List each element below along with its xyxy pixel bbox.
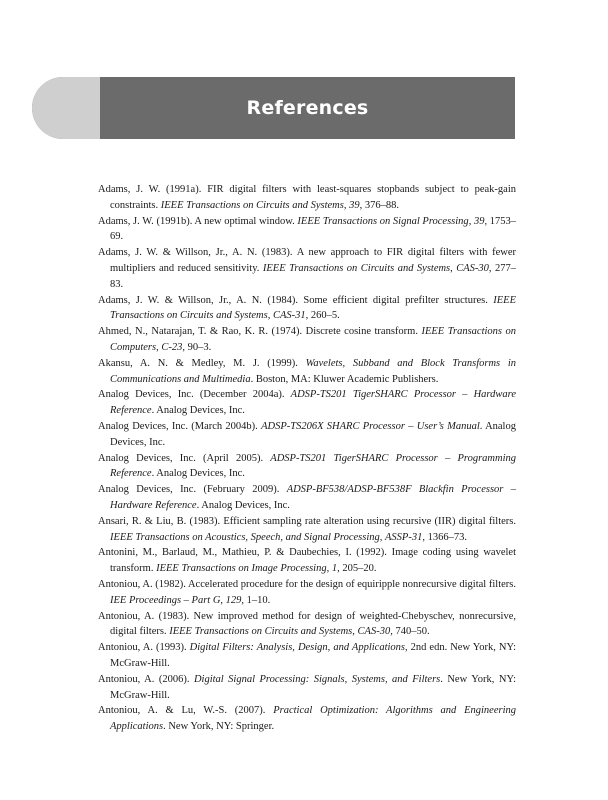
reference-text: Antoniou, A. & Lu, W.-S. (2007). <box>98 705 274 717</box>
reference-separator: , <box>220 594 226 606</box>
reference-entry <box>98 324 516 356</box>
reference-separator: , <box>352 626 358 638</box>
reference-entry <box>98 419 516 451</box>
reference-entry <box>98 640 516 672</box>
reference-venue: ADSP-TS206X SHARC Processor – User’s Manual <box>261 420 480 432</box>
reference-text: Ansari, R. & Liu, B. (1983). Efficient sampling rate alteration using recursive (IIR) digital filters. <box>98 515 516 527</box>
reference-text: Ahmed, N., Natarajan, T. & Rao, K. R. (1974). Discrete cosine transform. <box>98 326 422 338</box>
reference-venue: IEEE Transactions on Acoustics, Speech, and Signal Processing <box>110 531 380 543</box>
reference-volume: 129 <box>225 594 242 606</box>
chapter-banner <box>32 77 515 139</box>
reference-venue: ADSP-TS201 TigerSHARC Processor – Programming Reference <box>110 452 516 480</box>
reference-pages: . Boston, MA: Kluwer Academic Publishers. <box>250 373 439 385</box>
reference-pages: , 205–20. <box>337 563 377 575</box>
reference-entry <box>98 245 516 292</box>
reference-venue: IEEE Transactions on Circuits and Systems <box>110 294 516 322</box>
reference-entry <box>98 182 516 214</box>
reference-text: Analog Devices, Inc. (March 2004b). <box>98 420 262 432</box>
reference-volume: CAS-31 <box>272 310 306 322</box>
reference-entry <box>98 293 516 325</box>
reference-entry <box>98 387 516 419</box>
reference-pages: , 260–5. <box>305 310 340 322</box>
reference-text: Antoniou, A. (2006). <box>98 673 194 685</box>
reference-pages: . New York, NY: Springer. <box>163 721 275 733</box>
reference-text: Antoniou, A. (1993). <box>98 642 190 654</box>
reference-entry <box>98 577 516 609</box>
reference-pages: . Analog Devices, Inc. <box>151 405 245 417</box>
reference-entry <box>98 703 516 735</box>
reference-separator: , <box>379 531 386 543</box>
reference-text: Adams, J. W. & Willson, Jr., A. N. (1983). A new approach to FIR digital filters with fewer multipliers and reduced sensitivity. <box>98 247 516 274</box>
reference-venue: Practical Optimization: Algorithms and Engineering Applications <box>110 705 517 733</box>
reference-text: Adams, J. W. & Willson, Jr., A. N. (1984). Some efficient digital prefilter structures. <box>98 294 494 306</box>
reference-volume: C-23 <box>161 341 183 353</box>
reference-entry <box>98 609 516 641</box>
reference-pages: , 1753–69. <box>110 215 517 243</box>
reference-pages: , 277–83. <box>110 262 517 290</box>
banner-tab <box>32 77 100 139</box>
reference-venue: IEEE Transactions on Circuits and Systems <box>262 262 451 274</box>
reference-volume: ASSP-31 <box>385 531 423 543</box>
reference-separator: , <box>343 199 350 211</box>
reference-pages: , 2nd edn. New York, NY: McGraw-Hill. <box>110 642 516 669</box>
reference-volume: 39 <box>349 199 360 211</box>
reference-pages: . Analog Devices, Inc. <box>151 468 245 480</box>
reference-text: Adams, J. W. (1991a). FIR digital filters with least-squares stopbands subject to peak-gain constraints. <box>98 184 516 211</box>
reference-text: Akansu, A. N. & Medley, M. J. (1999). <box>98 357 306 369</box>
reference-venue: Wavelets, Subband and Block Transforms in Communications and Multimedia <box>110 357 517 385</box>
reference-volume: 1 <box>331 563 338 575</box>
reference-venue: IEEE Transactions on Circuits and Systems <box>160 199 344 211</box>
reference-pages: , 740–50. <box>390 626 430 638</box>
reference-pages: . Analog Devices, Inc. <box>110 420 516 448</box>
reference-entry <box>98 356 516 388</box>
reference-entry <box>98 482 516 514</box>
reference-entry <box>98 545 516 577</box>
reference-separator: , <box>267 310 273 322</box>
reference-entry <box>98 672 516 704</box>
reference-pages: . New York, NY: McGraw-Hill. <box>110 673 516 701</box>
reference-venue: IEEE Transactions on Signal Processing <box>297 215 469 227</box>
reference-entry <box>98 214 516 246</box>
reference-pages: , 1–10. <box>241 594 271 606</box>
reference-text: Antoniou, A. (1983). New improved method for design of weighted-Chebyschev, nonrecursive, digital filters. <box>98 610 516 638</box>
reference-entry <box>98 451 516 483</box>
reference-separator: , <box>326 563 332 575</box>
reference-separator: , <box>156 341 162 353</box>
reference-text: Antoniou, A. (1982). Accelerated procedure for the design of equiripple nonrecursive digital filters. <box>98 578 516 590</box>
reference-venue: IEEE Transactions on Image Processing <box>156 563 327 575</box>
reference-text: Antonini, M., Barlaud, M., Mathieu, P. & Daubechies, I. (1992). Image coding using wavelet transform. <box>98 547 516 575</box>
reference-text: Adams, J. W. (1991b). A new optimal window. <box>98 215 298 227</box>
reference-separator: , <box>450 262 457 274</box>
reference-pages: , 376–88. <box>359 199 399 211</box>
reference-list <box>98 182 516 735</box>
reference-venue: Digital Signal Processing: Signals, Systems, and Filters <box>193 673 441 685</box>
reference-volume: 39 <box>473 215 485 227</box>
reference-separator: , <box>468 215 474 227</box>
reference-text: Analog Devices, Inc. (April 2005). <box>98 452 271 464</box>
reference-volume: CAS-30 <box>456 262 489 274</box>
reference-text: Analog Devices, Inc. (December 2004a). <box>98 389 291 401</box>
reference-venue: ADSP-TS201 TigerSHARC Processor – Hardware Reference <box>110 389 516 417</box>
reference-venue: Digital Filters: Analysis, Design, and Applications <box>189 642 405 654</box>
reference-pages: . Analog Devices, Inc. <box>196 499 290 511</box>
reference-venue: IEE Proceedings – Part G <box>110 594 221 606</box>
page-title: References <box>246 97 369 119</box>
reference-pages: , 90–3. <box>182 341 212 353</box>
reference-venue: IEEE Transactions on Circuits and Systems <box>169 626 353 638</box>
reference-text: Analog Devices, Inc. (February 2009). <box>98 484 287 496</box>
reference-pages: , 1366–73. <box>422 531 467 543</box>
reference-entry <box>98 514 516 546</box>
reference-volume: CAS-30 <box>357 626 391 638</box>
reference-venue: IEEE Transactions on Computers <box>110 326 516 353</box>
reference-venue: ADSP-BF538/ADSP-BF538F Blackfin Processor – Hardware Reference <box>110 484 516 511</box>
